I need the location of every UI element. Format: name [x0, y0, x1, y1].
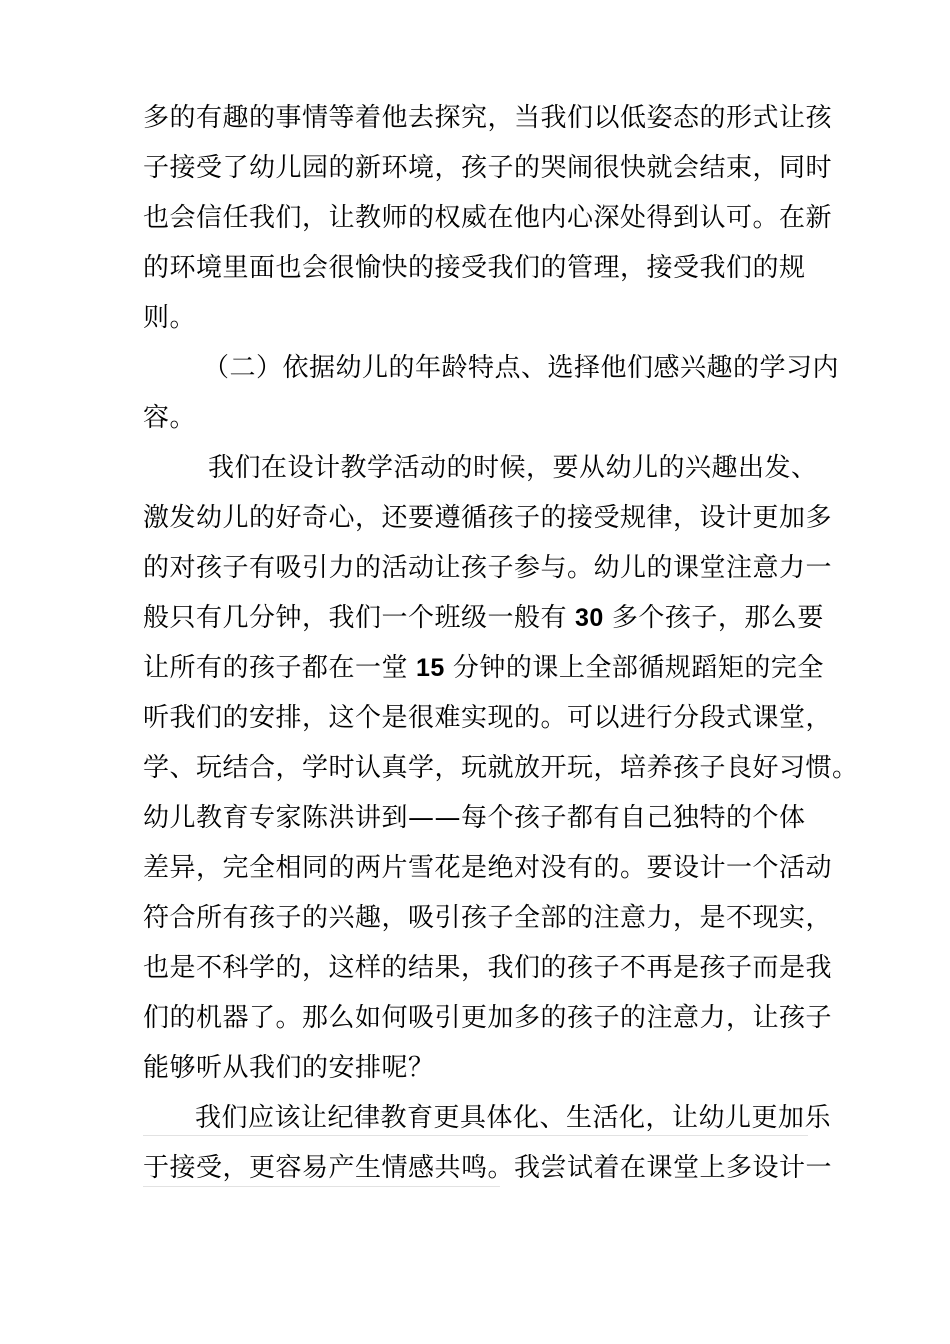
- paragraph-line: [143, 600, 823, 636]
- paragraph-line: 听我们的安排，这个是很难实现的。可以进行分段式课堂，: [143, 703, 833, 733]
- line-text: 多个孩子，那么要: [611, 603, 824, 633]
- section-heading-line: 容。: [143, 403, 197, 433]
- paragraph-line: 激发幼儿的好奇心，还要遵循孩子的接受规律，设计更加多: [143, 503, 833, 533]
- paragraph-line: 差异，完全相同的两片雪花是绝对没有的。要设计一个活动: [143, 853, 833, 883]
- paragraph-line: 符合所有孩子的兴趣，吸引孩子全部的注意力，是不现实，: [143, 903, 833, 933]
- paragraph-line: 学、玩结合，学时认真学，玩就放开玩，培养孩子良好习惯。: [143, 753, 859, 783]
- paragraph-line: 们的机器了。那么如何吸引更加多的孩子的注意力，让孩子: [143, 1003, 833, 1033]
- paragraph-line: 我们在设计教学活动的时候，要从幼儿的兴趣出发、: [208, 453, 818, 483]
- line-text: 般只有几分钟，我们一个班级一般有: [143, 603, 568, 633]
- paragraph-line: 于接受，更容易产生情感共鸣。我尝试着在课堂上多设计一: [143, 1153, 833, 1183]
- paragraph-line: 我们应该让纪律教育更具体化、生活化，让幼儿更加乐: [195, 1103, 832, 1133]
- paragraph-line: 则。: [143, 303, 197, 333]
- number-30: 30: [575, 604, 604, 632]
- paragraph-line: 幼儿教育专家陈洪讲到——每个孩子都有自己独特的个体: [143, 803, 806, 833]
- paragraph-line: 也会信任我们，让教师的权威在他内心深处得到认可。在新: [143, 203, 833, 233]
- text-frame-border: [143, 1186, 500, 1187]
- paragraph-line: 能够听从我们的安排呢？: [143, 1053, 435, 1083]
- paragraph-line: 的对孩子有吸引力的活动让孩子参与。幼儿的课堂注意力一: [143, 553, 833, 583]
- section-heading-line: （二）依据幼儿的年龄特点、选择他们感兴趣的学习内: [203, 353, 840, 383]
- paragraph-line: 的环境里面也会很愉快的接受我们的管理，接受我们的规: [143, 253, 806, 283]
- paragraph-line: 也是不科学的，这样的结果，我们的孩子不再是孩子而是我: [143, 953, 833, 983]
- paragraph-line: 多的有趣的事情等着他去探究，当我们以低姿态的形式让孩: [143, 103, 833, 133]
- number-15: 15: [416, 654, 445, 682]
- paragraph-line: [143, 650, 823, 686]
- paragraph-line: 子接受了幼儿园的新环境，孩子的哭闹很快就会结束，同时: [143, 153, 833, 183]
- line-text: 分钟的课上全部循规蹈矩的完全: [452, 653, 824, 683]
- line-text: 让所有的孩子都在一堂: [143, 653, 409, 683]
